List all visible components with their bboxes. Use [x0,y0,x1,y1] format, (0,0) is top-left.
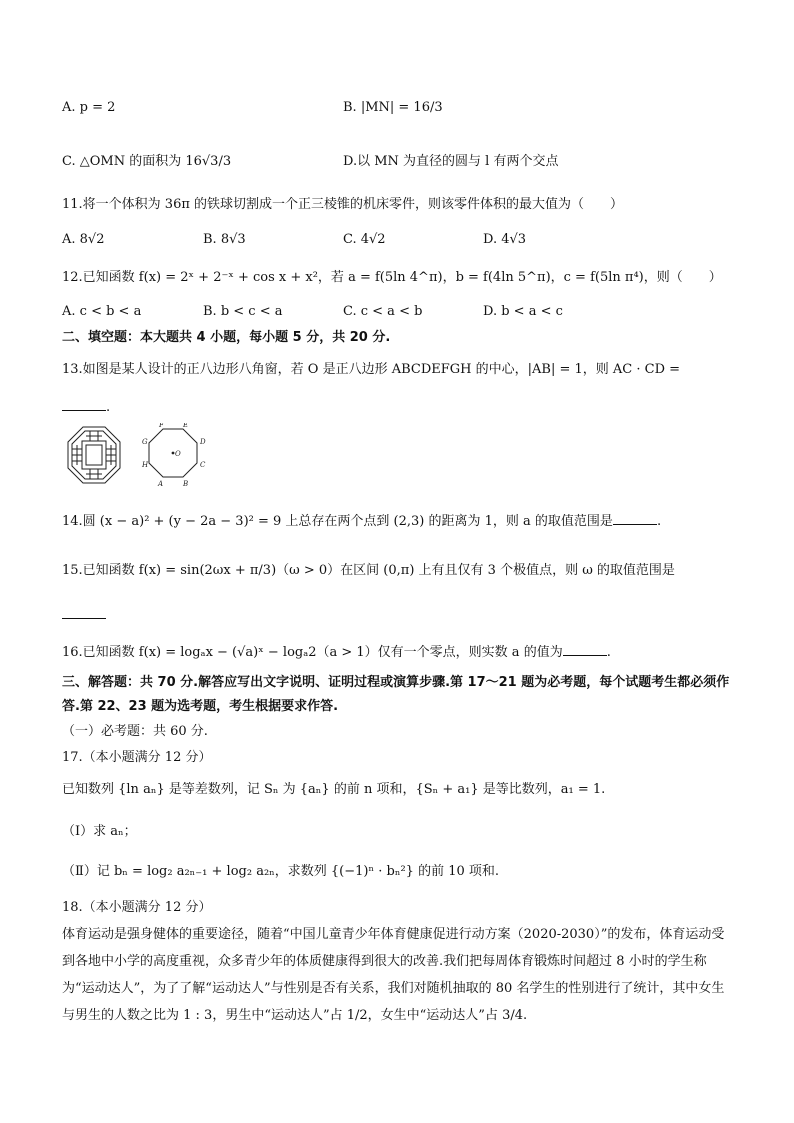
octagon-figure-svg [66,423,216,499]
octagon-diagram [149,429,197,477]
decorative-window-icon [68,427,120,483]
question-17-heading: 17.（本小题满分 12 分） [62,750,212,765]
option-12c: C. c < a < b [343,304,423,319]
label-b: B [183,480,189,488]
label-g: G [142,438,148,446]
question-17-part-1: （Ⅰ）求 aₙ； [62,824,137,839]
option-12d: D. b < a < c [483,304,563,319]
question-15: 15.已知函数 f(x) = sin(2ωx + π/3)（ω > 0）在区间 (0,π) 上有且仅有 3 个极值点，则 ω 的取值范围是 [62,563,675,578]
label-h: H [142,461,149,469]
option-11c: C. 4√2 [343,232,386,247]
label-e: E [183,423,189,429]
option-11a: A. 8√2 [62,232,105,247]
question-15-answer-line [62,606,106,624]
answer-blank [62,398,106,411]
question-18-heading: 18.（本小题满分 12 分） [62,900,212,915]
question-11-stem: 11.将一个体积为 36π 的铁球切割成一个正三棱锥的机床零件，则该零件体积的最大值为（ ） [62,197,624,212]
question-14: 14.圆 (x − a)² + (y − 2a − 3)² = 9 上总存在两个点到 (2,3) 的距离为 1，则 a 的取值范围是 . [62,514,662,529]
option-10b: B. |MN| = 16/3 [343,100,443,115]
question-14-text: 14.圆 (x − a)² + (y − 2a − 3)² = 9 上总存在两个点到 (2,3) 的距离为 1，则 a 的取值范围是 [62,514,613,529]
option-10c: C. △OMN 的面积为 16√3/3 [62,154,232,169]
question-16: 16.已知函数 f(x) = logₐx − (√a)ˣ − logₐ2（a > 1）仅有一个零点，则实数 a 的值为 . [62,645,611,660]
required-subheading: （一）必考题：共 60 分. [62,724,208,739]
label-a: A [158,480,164,488]
question-17-part-2: （Ⅱ）记 bₙ = log₂ a₂ₙ₋₁ + log₂ a₂ₙ，求数列 {(−1)ⁿ · bₙ²} 的前 10 项和. [62,864,500,879]
label-f: F [159,423,164,429]
question-16-text: 16.已知函数 f(x) = logₐx − (√a)ˣ − logₐ2（a > 1）仅有一个零点，则实数 a 的值为 [62,645,563,660]
octagon-window-figure [66,423,216,503]
option-12b: B. b < c < a [203,304,283,319]
option-10a: A. p = 2 [62,100,116,115]
question-18-body: 体育运动是强身健体的重要途径，随着“中国儿童青少年体育健康促进行动方案（2020-2030）”的发布，体育运动受到各地中小学的高度重视，众多青少年的体质健康得到很大的改善.我们把每周体育锻炼时间超过 8 小时的学生称为“运动达人”，为了了解“运动达人”与性别是否有关系，我们对随机抽取的 80 名学生的性别进行了统计，其中女生与男生的人数之比为 1 : 3，男生中“运动达人”占 1/2，女生中“运动达人”占 3/4. [62,927,725,1023]
question-12-stem: 12.已知函数 f(x) = 2ˣ + 2⁻ˣ + cos x + x²，若 a = f(5ln 4^π)，b = f(4ln 5^π)，c = f(5ln π⁴)，则（ ） [62,270,722,285]
answer-blank [563,643,607,656]
label-c: C [200,461,206,469]
section-3-heading: 三、解答题：共 70 分.解答应写出文字说明、证明过程或演算步骤.第 17～21 题为必考题，每个试题考生都必须作答.第 22、23 题为选考题，考生根据要求作答. [62,675,730,714]
option-10d: D.以 MN 为直径的圆与 l 有两个交点 [343,154,559,169]
question-13-answer-line [62,398,110,416]
option-12a: A. c < b < a [62,304,142,319]
question-17-body: 已知数列 {ln aₙ} 是等差数列，记 Sₙ 为 {aₙ} 的前 n 项和，{Sₙ + a₁} 是等比数列，a₁ = 1. [62,782,606,797]
question-13: 13.如图是某人设计的正八边形八角窗，若 O 是正八边形 ABCDEFGH 的中心，|AB| = 1，则 AC · CD = [62,362,681,377]
option-11b: B. 8√3 [203,232,246,247]
answer-blank [62,606,106,619]
section-2-heading: 二、填空题：本大题共 4 小题，每小题 5 分，共 20 分. [62,330,391,345]
answer-blank [613,512,657,525]
question-13-period: . [106,400,111,415]
label-o: O [175,450,181,458]
label-d: D [200,438,206,446]
option-11d: D. 4√3 [483,232,527,247]
